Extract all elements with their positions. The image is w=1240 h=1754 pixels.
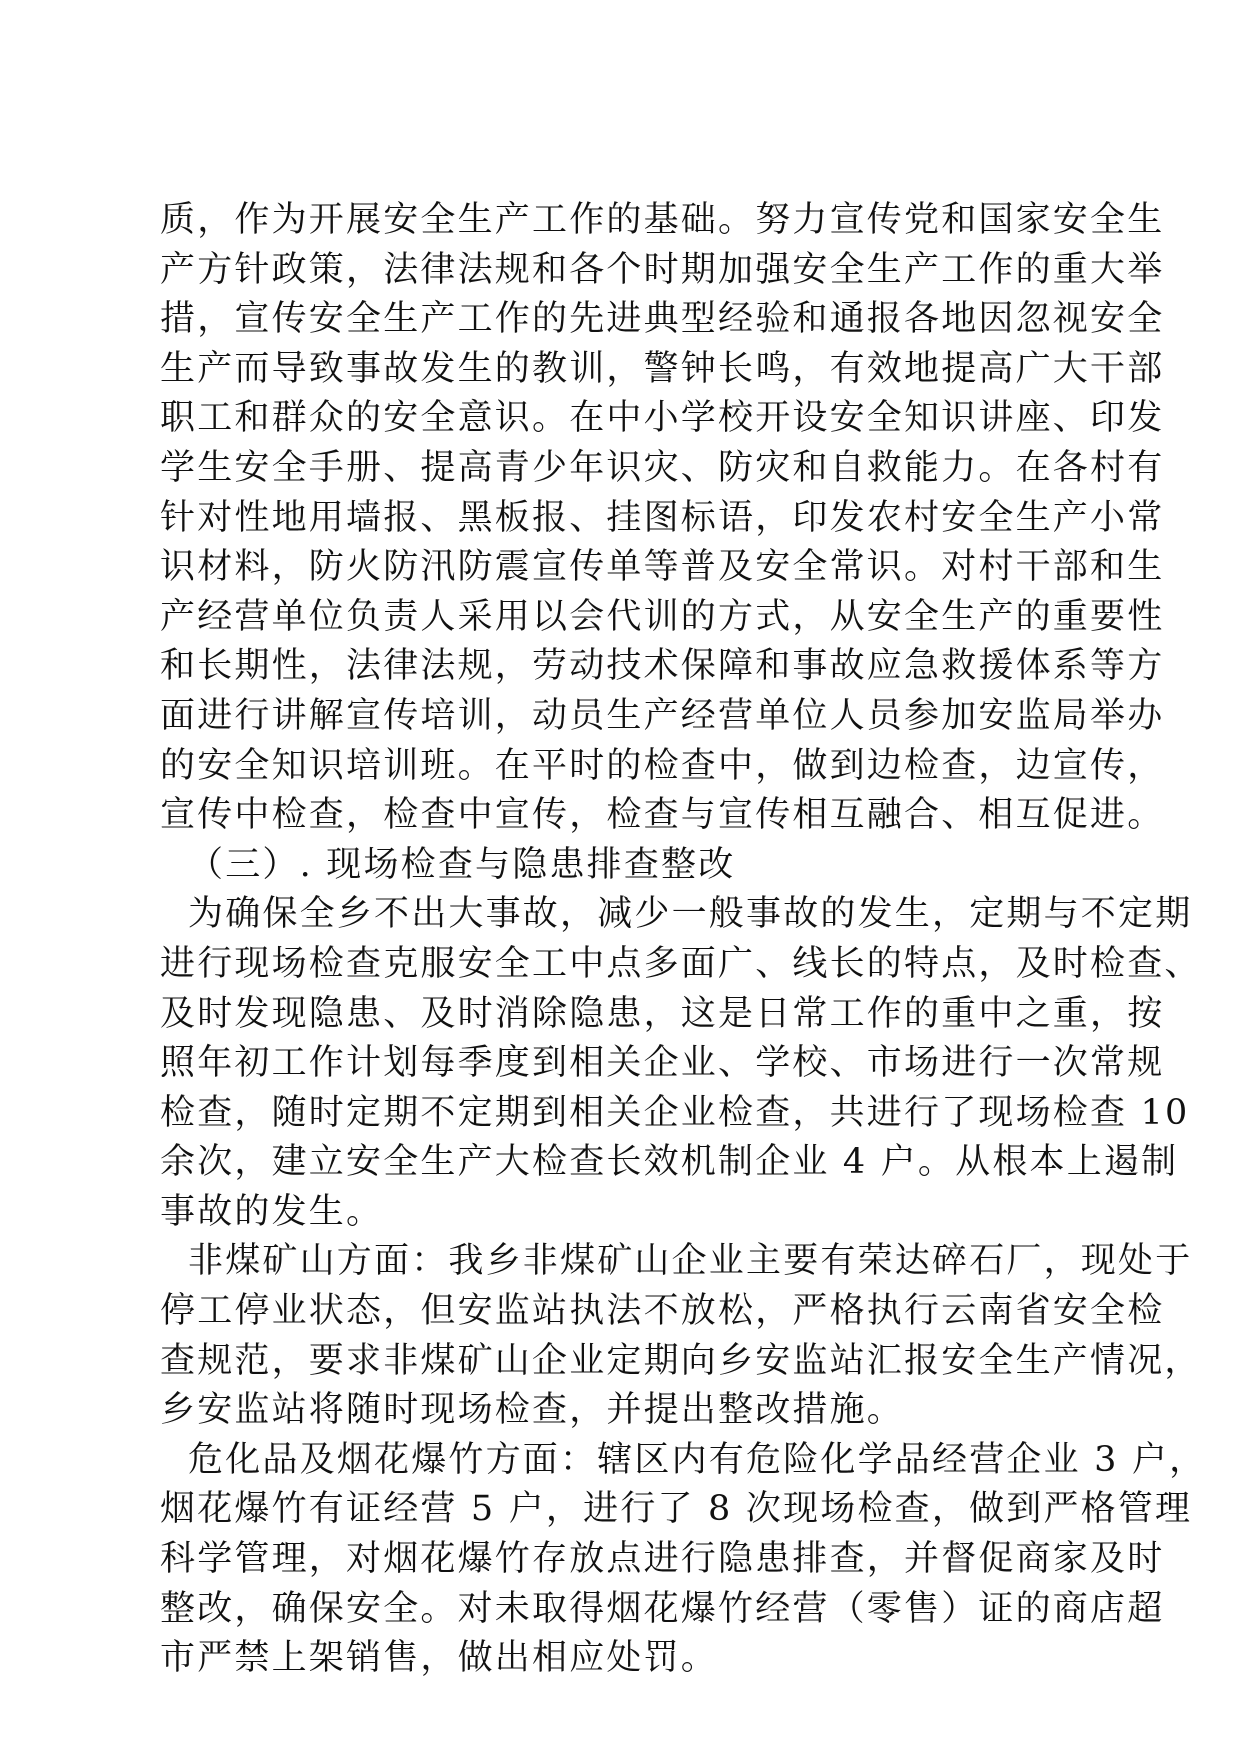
text-line: 措，宣传安全生产工作的先进典型经验和通报各地因忽视安全	[160, 299, 1165, 340]
text-line: 事故的发生。	[160, 1191, 384, 1232]
text-line: 查规范，要求非煤矿山企业定期向乡安监站汇报安全生产情况，	[160, 1340, 1202, 1381]
text-line: 烟花爆竹有证经营 5 户，进行了 8 次现场检查，做到严格管理	[160, 1489, 1193, 1530]
text-line: 面进行讲解宣传培训，动员生产经营单位人员参加安监局举办	[160, 695, 1165, 736]
text-line: 产方针政策，法律法规和各个时期加强安全生产工作的重大举	[160, 249, 1165, 290]
text-line: 和长期性，法律法规，劳动技术保障和事故应急救援体系等方	[160, 646, 1165, 687]
hazardous-chemicals-paragraph	[160, 1436, 1207, 1684]
text-line: 为确保全乡不出大事故，减少一般事故的发生，定期与不定期	[188, 894, 1193, 935]
text-line: 检查，随时定期不定期到相关企业检查，共进行了现场检查 10	[160, 1092, 1190, 1133]
non-coal-mine-paragraph	[160, 1237, 1202, 1435]
text-line: 宣传中检查，检查中宣传，检查与宣传相互融合、相互促进。	[160, 795, 1165, 836]
text-line: 乡安监站将随时现场检查，并提出整改措施。	[160, 1390, 905, 1431]
text-line: 市严禁上架销售，做出相应处罚。	[160, 1638, 719, 1679]
text-line: 针对性地用墙报、黑板报、挂图标语，印发农村安全生产小常	[160, 497, 1165, 538]
text-line: 产经营单位负责人采用以会代训的方式，从安全生产的重要性	[160, 596, 1165, 637]
text-line: 识材料，防火防汛防震宣传单等普及安全常识。对村干部和生	[160, 547, 1165, 588]
text-line: 及时发现隐患、及时消除隐患，这是日常工作的重中之重，按	[160, 993, 1165, 1034]
intro-paragraph	[160, 196, 1165, 841]
text-line: 停工停业状态，但安监站执法不放松，严格执行云南省安全检	[160, 1291, 1165, 1332]
text-line: 余次，建立安全生产大检查长效机制企业 4 户。从根本上遏制	[160, 1142, 1179, 1183]
text-line: 学生安全手册、提高青少年识灾、防灾和自救能力。在各村有	[160, 447, 1165, 488]
text-line: 非煤矿山方面：我乡非煤矿山企业主要有荣达碎石厂，现处于	[188, 1241, 1193, 1282]
text-line: 进行现场检查克服安全工中点多面广、线长的特点，及时检查、	[160, 943, 1202, 984]
document-page	[160, 196, 1207, 1684]
inspection-paragraph	[160, 890, 1202, 1237]
text-line: 科学管理，对烟花爆竹存放点进行隐患排查，并督促商家及时	[160, 1539, 1165, 1580]
section-heading: （三）. 现场检查与隐患排查整改	[188, 844, 736, 885]
text-line: 生产而导致事故发生的教训，警钟长鸣，有效地提高广大干部	[160, 348, 1165, 389]
text-line: 质，作为开展安全生产工作的基础。努力宣传党和国家安全生	[160, 200, 1165, 240]
text-line: 整改，确保安全。对未取得烟花爆竹经营（零售）证的商店超	[160, 1588, 1165, 1629]
text-line: 照年初工作计划每季度到相关企业、学校、市场进行一次常规	[160, 1043, 1165, 1084]
text-line: 的安全知识培训班。在平时的检查中，做到边检查，边宣传，	[160, 745, 1165, 786]
text-line: 职工和群众的安全意识。在中小学校开设安全知识讲座、印发	[160, 398, 1165, 439]
text-line: 危化品及烟花爆竹方面：辖区内有危险化学品经营企业 3 户，	[188, 1439, 1207, 1480]
